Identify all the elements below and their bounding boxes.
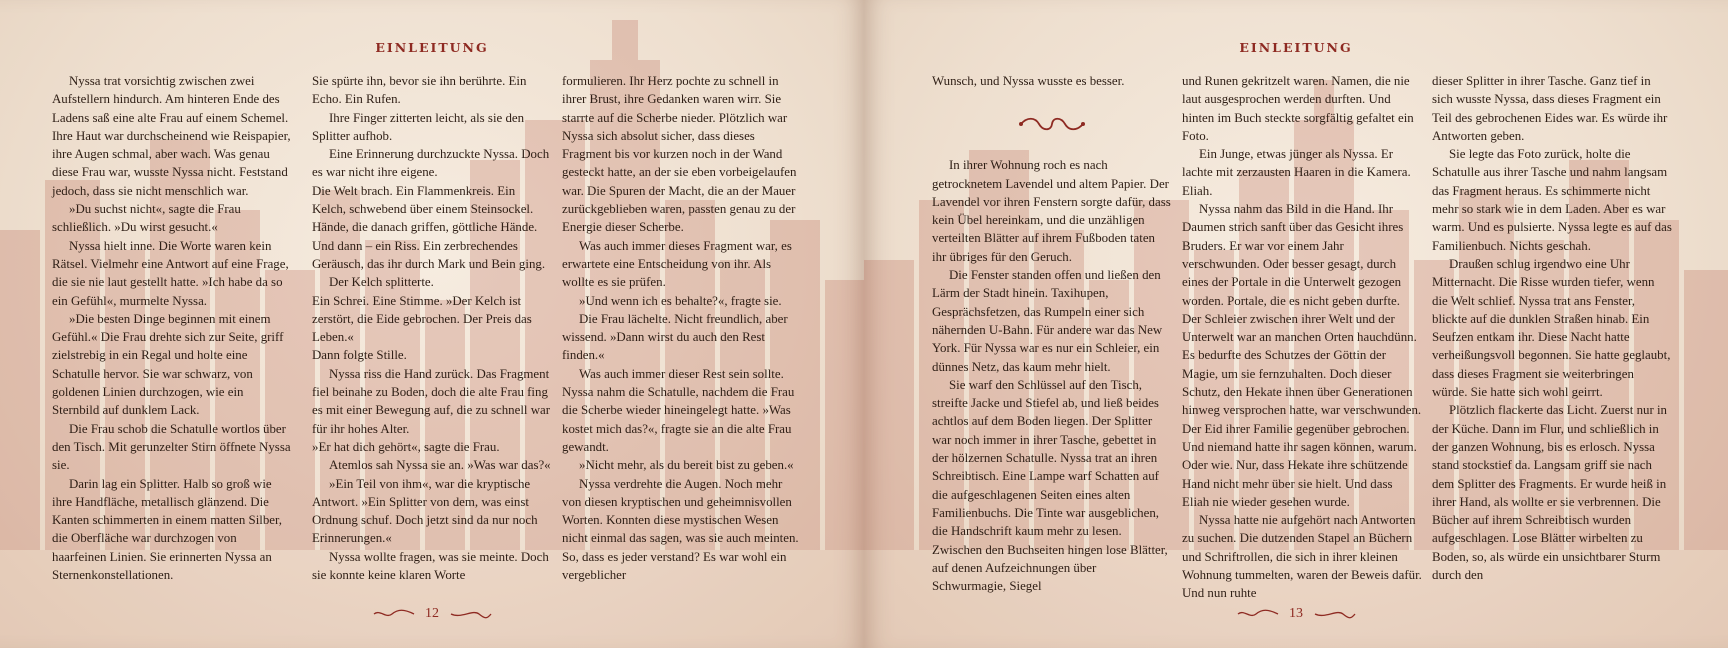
paragraph: Eine Erinnerung durchzuckte Nyssa. Doch es war nicht ihre eigene. — [312, 147, 550, 180]
paragraph: Ein Junge, etwas jünger als Nyssa. Er lachte mit zerzausten Haaren in die Kamera. Eliah. — [1182, 147, 1411, 198]
paragraph: Die Welt brach. Ein Flammenkreis. Ein Kelch, schwebend über einem Steinsockel. Hände, die danach griffen, göttliche Hände. Und dann – ein Riss. Ein zerbrechendes Geräusch, das ihr durch Mark und Bein ging. — [312, 183, 546, 271]
text-column-1 — [932, 72, 1172, 595]
paragraph: Nyssa hielt inne. Die Worte waren kein Rätsel. Vielmehr eine Antwort auf eine Frage, die sie nie laut gestellt hatte. »Ich habe da so ein Gefühl«, murmelte Nyssa. — [52, 238, 289, 308]
right-page — [864, 0, 1728, 648]
page-number-footer — [0, 606, 864, 622]
paragraph: Wunsch, und Nyssa wusste es besser. — [932, 74, 1125, 88]
paragraph: Nyssa wollte fragen, was sie meinte. Doch sie konnte keine klaren Worte — [312, 549, 549, 583]
paragraph: Nyssa nahm das Bild in die Hand. Ihr Daumen strich sanft über das Gesicht ihres Bruders. Er war vor einem Jahr verschwunden. Oder besser gesagt, durch eines der Portale in die Unterwelt gezogen worden. Portale, die es nicht geben durfte. Der Schleier zwischen ihrer Welt und der Unterwelt war an manchen Orten hauchdünn. Es bedurfte des Schutzes der Göttin der Magie, um sie fernzuhalten. Doch dieser Schutz, den Hekate ihnen über Generationen hinweg versprochen hatte, war verschwunden. Der Eid ihrer Familie gegenüber gebrochen. Und niemand hatte ihr sagen können, warum. Oder wie. Nur, dass Hekate ihre schützende Hand nicht mehr über sie hielt. Und dass Eliah nie wieder gesehen wurde. — [1182, 202, 1422, 509]
paragraph: »Die besten Dinge beginnen mit einem Gefühl.« Die Frau drehte sich zur Seite, griff zielstrebig in ein Regal und holte eine Schatulle hervor. Sie war schwarz, von goldenen Linien durchzogen, wie ein Sternbild auf dunklem Lack. — [52, 311, 284, 418]
paragraph: Der Kelch splitterte. — [329, 275, 434, 290]
paragraph: Darin lag ein Splitter. Halb so groß wie ihre Handfläche, metallisch glänzend. Die Kanten schimmerten in einem matten Silber, die Oberfläche war durchzogen von haarfeinen Linien. Sie erinnerten Nyssa an Sternenkonstellationen. — [52, 476, 283, 583]
page-number-footer — [864, 606, 1728, 622]
paragraph: Nyssa verdrehte die Augen. Noch mehr von diesen kryptischen und geheimnisvollen Worten. Konnten diese mystischen Wesen nicht einmal das sagen, was sie auch meinten. So, dass es jeder verstand? Es war wohl ein vergeblicher — [562, 476, 799, 583]
paragraph: dieser Splitter in ihrer Tasche. Ganz tief in sich wusste Nyssa, dass dieses Fragment ein Teil des gebrochenen Eides war. Es würde ihr Antworten geben. — [1432, 74, 1668, 143]
paragraph: »Und wenn ich es behalte?«, fragte sie. — [579, 293, 782, 308]
text-column-2 — [1182, 72, 1422, 603]
text-column-2 — [312, 72, 552, 584]
text-column-3 — [1432, 72, 1672, 584]
text-column-3 — [562, 72, 802, 584]
paragraph: »Er hat dich gehört«, sagte die Frau. — [312, 439, 500, 454]
text-column-1 — [52, 72, 292, 584]
paragraph: Was auch immer dieses Fragment war, es erwartete eine Entscheidung von ihr. Als wollte es sie prüfen. — [562, 238, 792, 290]
page-number: 13 — [1289, 606, 1303, 621]
paragraph: Sie warf den Schlüssel auf den Tisch, streifte Jacke und Stiefel ab, und ließ beides achtlos auf dem Boden liegen. Der Splitter war noch immer in ihrer Tasche, gebettet in der hölzernen Schatulle. Nyssa trat an ihren Schreibtisch. Eine Lampe warf Schatten auf die aufgeschlagenen Seiten eines alten Familienbuchs. Die Tinte war ausgeblichen, die Handschrift kaum mehr zu lesen. Zwischen den Buchseiten hingen lose Blätter, auf denen Aufzeichnungen über Schwurmagie, Siegel — [932, 377, 1168, 594]
swirl-left-icon — [372, 609, 416, 619]
running-header: EINLEITUNG — [375, 40, 489, 55]
paragraph: Nyssa trat vorsichtig zwischen zwei Aufstellern hindurch. Am hinteren Ende des Ladens saß eine alte Frau auf einem Schemel. Ihre Haut war durchscheinend wie Reispapier, ihre Augen schmal, aber wach. Was genau diese Frau war, wusste Nyssa nicht. Feststand jedoch, dass sie nicht menschlich war. — [52, 74, 291, 198]
swirl-right-icon — [449, 609, 493, 619]
paragraph: Dann folgte Stille. — [312, 348, 407, 363]
paragraph: Nyssa hatte nie aufgehört nach Antworten zu suchen. Die dutzenden Stapel an Büchern und Schriftrollen, die sich in ihrer kleinen Wohnung tummelten, waren der Beweis dafür. Und nun ruhte — [1182, 513, 1422, 601]
swirl-left-icon — [1236, 609, 1280, 619]
paragraph: »Ein Teil von ihm«, war die kryptische Antwort. »Ein Splitter von dem, was einst Ordnung schuf. Doch jetzt sind da nur noch Erinnerungen.« — [312, 476, 538, 546]
paragraph: Nyssa riss die Hand zurück. Das Fragment fiel beinahe zu Boden, doch die alte Frau fing es mit einer Bewegung auf, die zu schnell war für ihr hohes Alter. — [312, 366, 551, 436]
paragraph: formulieren. Ihr Herz pochte zu schnell in ihrer Brust, ihre Gedanken waren wirr. Sie starrte auf die Scherbe nieder. Plötzlich war Nyssa sich absolut sicher, dass dieses Fragment bis vor kurzen noch in der Wand gesteckt hatte, an der sie eben vorbeigelaufen war. Die Spuren der Macht, die an der Mauer zurückgeblieben waren, passten genau zu der Energie dieser Scherbe. — [562, 74, 797, 235]
paragraph: Die Fenster standen offen und ließen den Lärm der Stadt hinein. Taxihupen, Gesprächsfetzen, das Rumpeln einer sich nähernden U-Bahn. Für andere war das New York. Für Nyssa war es nur ein Schleier, ein dünnes Netz, das kaum mehr hielt. — [932, 268, 1163, 374]
paragraph: In ihrer Wohnung roch es nach getrocknetem Lavendel und altem Papier. Der Lavendel vor ihren Fenstern sorgte dafür, dass kein Übel hereinkam, und die unzähligen verteilten Blätter auf ihrem Fußboden taten ihr übriges für den Geruch. — [932, 158, 1171, 264]
swirl-right-icon — [1313, 609, 1357, 619]
paragraph: »Nicht mehr, als du bereit bist zu geben.« — [579, 458, 794, 473]
paragraph: Ihre Finger zitterten leicht, als sie den Splitter aufhob. — [312, 110, 525, 143]
paragraph: Draußen schlug irgendwo eine Uhr Mitternacht. Die Risse wurden tiefer, wenn die Welt schlief. Nyssa trat ans Fenster, blickte auf die dunklen Straßen hinab. Ein Seufzen entkam ihr. Diese Nacht hatte verheißungsvoll begonnen. Sie hatte geglaubt, dass dieses Fragment sie weiterbringen würde. Sie hatte sich wohl geirrt. — [1432, 256, 1671, 400]
paragraph: und Runen gekritzelt waren. Namen, die nie laut ausgesprochen werden durften. Und hinten im Buch steckte sorgfältig gefaltet ein Foto. — [1182, 74, 1414, 143]
paragraph: Atemlos sah Nyssa sie an. »Was war das?« — [329, 458, 551, 473]
paragraph: Sie spürte ihn, bevor sie ihn berührte. Ein Echo. Ein Rufen. — [312, 74, 527, 107]
paragraph: Ein Schrei. Eine Stimme. »Der Kelch ist zerstört, die Eide gebrochen. Der Preis das Leben.« — [312, 293, 532, 345]
text-column-1-body — [932, 156, 1172, 595]
running-header: EINLEITUNG — [1239, 40, 1353, 55]
page-number: 12 — [425, 606, 439, 621]
paragraph: Die Frau schob die Schatulle wortlos über den Tisch. Mit gerunzelter Stirn öffnete Nyssa sie. — [52, 421, 291, 473]
paragraph: Sie legte das Foto zurück, holte die Schatulle aus ihrer Tasche und nahm langsam das Fragment heraus. Es schimmerte nicht mehr so stark wie in dem Laden. Aber es war warm. Und es pulsierte. Nyssa legte es auf das Familienbuch. Nichts geschah. — [1432, 147, 1672, 253]
paragraph: Plötzlich flackerte das Licht. Zuerst nur in der Küche. Dann im Flur, und schließlich in der ganzen Wohnung, bis es erlosch. Nyssa stand stockstief da. Langsam griff sie nach dem Splitter des Fragments. Er wurde heiß in ihrer Hand, als wollte er sie verbrennen. Die Bücher auf ihrem Schreibtisch wurden aufgeschlagen. Lose Blätter wirbelten zu Boden, so, als würde ein unsichtbarer Sturm durch den — [1432, 403, 1667, 583]
flourish-ornament-icon — [1017, 116, 1087, 132]
paragraph: Die Frau lächelte. Nicht freundlich, aber wissend. »Dann wirst du auch den Rest finden.« — [562, 311, 788, 363]
paragraph: »Du suchst nicht«, sagte die Frau schließlich. »Du wirst gesucht.« — [52, 202, 241, 235]
paragraph: Was auch immer dieser Rest sein sollte. Nyssa nahm die Schatulle, nachdem die Frau die Scherbe wieder hineingelegt hatte. »Was kostet mich das?«, fragte sie an die alte Frau gewandt. — [562, 366, 795, 454]
